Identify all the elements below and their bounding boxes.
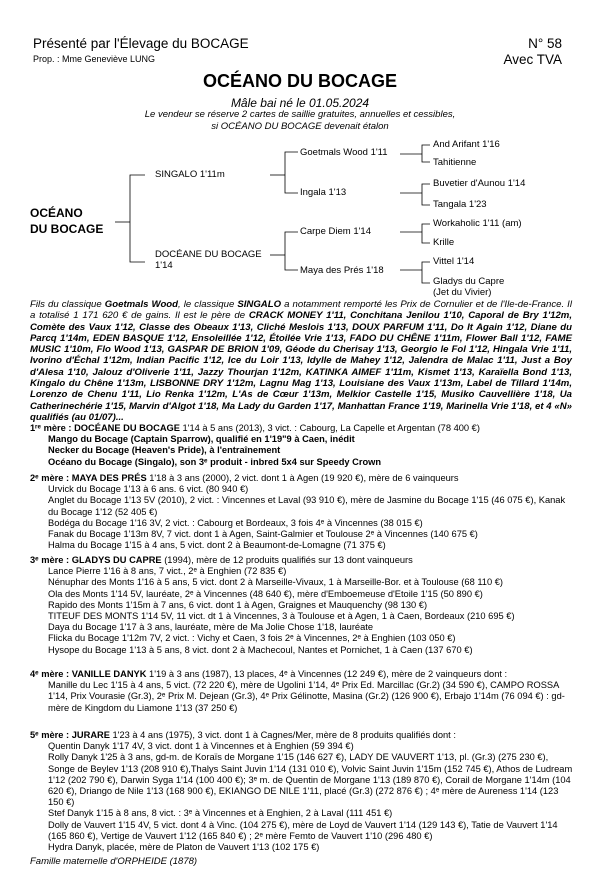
section2-heading: 2ᵉ mère : MAYA DES PRÉS <box>30 473 147 483</box>
section1-text: 1'14 à 5 ans (2013), 3 vict. : Cabourg, La Capelle et Argentan (78 400 €) <box>179 423 480 433</box>
sire-paragraph <box>30 299 572 423</box>
section3-line: Daya du Bocage 1'17 à 3 ans, lauréate, mère de Ma Jolie Chose 1'18, lauréate <box>48 622 374 633</box>
section1-line: Necker du Bocage (Heaven's Pride), à l'entraînement <box>48 445 281 456</box>
great-grandparent-2: Tahitienne <box>433 157 477 168</box>
intro-first-offspring: CRACK MONEY <box>248 310 323 322</box>
ggp8-line1: Gladys du Capre <box>433 276 505 287</box>
presenter: Présenté par l'Élevage du BOCAGE <box>33 36 249 51</box>
section4-text: 1'19 à 3 ans (1987), 13 places, 4ᵉ à Vincennes (12 249 €), mère de 2 vainqueurs dont : <box>146 669 508 679</box>
horse-name-line1: OCÉANO <box>30 206 83 220</box>
section5-line: Dolly de Vauvert 1'15 4V, 5 vict. dont 4 à Vinc. (104 275 €), mère de Loyd de Vauvert 1'14 (129 143 €), Tatie de Vauvert 1'14 (165 860 €), Vertige de Vauvert 1'12 (165 840 €) ; 2ᵉ mère Femto de Vauvert 1'10 (296 480 €) <box>48 819 558 841</box>
section1-heading: 1ʳᵉ mère : DOCÉANE DU BOCAGE <box>30 423 180 433</box>
dam-section-2 <box>30 473 575 551</box>
section3-text: (1994), mère de 12 produits qualifiés sur 13 dont vainqueurs <box>161 555 413 565</box>
section5-line: Rolly Danyk 1'25 à 3 ans, gd-m. de Koraïs de Morgane 1'15 (146 627 €), LADY DE VAUVERT 1'13, pl. (Gr.3) (275 230 €), Songe de Beylev 1'13 (208 910 €),Thalys Saint Juvin 1'14 (131 010 €), Volvic Saint Juvin 1'15m (152 745 €), Athos de Ludream 1'12 (202 790 €), Darwin Syga 1'14 (100 400 €); 3ᵉ m. de Quentin de Morgane 1'13 (189 870 €), Corail de Morgane 1'14m (104 620 €), Driango de Nile 1'13 (168 900 €), EKIANGO DE NILE 1'11, placé (Gr.3) (272 876 €) ; 4ᵉ mère de Aureness 1'14 (123 150 €) <box>48 752 573 808</box>
section1-line: Océano du Bocage (Singalo), son 3ᵉ produit - inbred 5x4 sur Speedy Crown <box>48 456 382 467</box>
page-title: OCÉANO DU BOCAGE <box>202 71 397 91</box>
section3-line: Flicka du Bocage 1'12m 7V, 2 vict. : Vichy et Caen, 3 fois 2ᵉ à Vincennes, 2ᵉ à Enghien (103 050 €) <box>48 633 456 644</box>
stud-note-line2: si OCÉANO DU BOCAGE devenait étalon <box>211 121 389 132</box>
dam-section-1 <box>30 423 575 468</box>
section3-line: TITEUF DES MONTS 1'14 5V, 11 vict. dt 1 à Vincennes, 3 à Toulouse et à Agen, 1 à Caen, Bordeaux (210 695 €) <box>48 611 515 622</box>
section3-heading: 3ᵉ mère : GLADYS DU CAPRE <box>30 555 162 565</box>
vat-label: Avec TVA <box>503 52 562 67</box>
intro-text-2: , le classique <box>178 299 238 310</box>
section5-text: 1'23 à 4 ans (1975), 3 vict. dont 1 à Cagnes/Mer, mère de 8 produits qualifiés dont : <box>109 730 456 740</box>
section5-line: Hydra Danyk, placée, mère de Platon de Vauvert 1'13 (102 175 €) <box>48 842 320 853</box>
great-grandparent-4: Tangala 1'23 <box>433 199 487 210</box>
section5-heading: 5ᵉ mère : JURARE <box>30 730 110 740</box>
section5-line: Quentin Danyk 1'17 4V, 3 vict. dont 1 à Vincennes et à Enghien (59 394 €) <box>48 741 354 752</box>
section2-line: Fanak du Bocage 1'13m 8V, 7 vict. dont 1 à Agen, Saint-Galmier et Toulouse 2ᵉ à Vincennes (140 675 €) <box>48 529 478 540</box>
great-grandparent-7: Vittel 1'14 <box>433 256 475 267</box>
section3-line: Nénuphar des Monts 1'16 à 5 ans, 5 vict. dont 2 à Marseille-Vivaux, 1 à Marseille-Bor. et à Toulouse (68 110 €) <box>48 577 503 588</box>
section4-line: Manille du Lec 1'15 à 4 ans, 5 vict. (72 220 €), mère de Ugolini 1'14, 4ᵉ Prix Ed. Marcillac (Gr.2) (34 590 €), CAMPO ROSSA 1'14, Prix Vourasie (Gr.3), 2ᵉ Prix M. Dejean (Gr.3), 4ᵉ Prix Gélinotte, Masina (Gr.2) (126 900 €), Erbajo 1'14m (76 094 €) : gd-mère de Kingdom du Liamone 1'13 (37 250 €) <box>48 680 565 713</box>
section1-line: Mango du Bocage (Captain Sparrow), qualifié en 1'19"9 à Caen, inédit <box>48 434 355 445</box>
dam <box>155 249 262 271</box>
dam-section-4 <box>30 669 575 714</box>
granddam-2: Maya des Prés 1'18 <box>300 265 384 276</box>
section2-text: 1'18 à 3 ans (2000), 2 vict. dont 1 à Agen (19 920 €), mère de 6 vainqueurs <box>146 473 459 483</box>
section3-line: Lance Pierre 1'16 à 8 ans, 7 vict., 2ᵉ à Enghien (72 835 €) <box>48 566 287 577</box>
intro-text-1: Fils du classique <box>30 299 105 310</box>
great-grandparent-1: And Arifant 1'16 <box>433 139 500 150</box>
section3-line: Ola des Monts 1'14 5V, lauréate, 2ᵉ à Vincennes (48 640 €), mère d'Emboemeuse d'Etoile 1'15 (50 890 €) <box>48 588 483 599</box>
section2-line: Halma du Bocage 1'15 à 4 ans, 5 vict. dont 2 à Beaumont-de-Lomagne (71 375 €) <box>48 540 386 551</box>
ggp8-line2: (Jet du Vivier) <box>433 287 492 298</box>
stud-note-line1: Le vendeur se réserve 2 cartes de saillie gratuites, annuelles et cessibles, <box>144 109 456 120</box>
lot-number: N° 58 <box>528 36 562 51</box>
great-grandparent-3: Buvetier d'Aunou 1'14 <box>433 178 526 189</box>
dam-line1: DOCÉANE DU BOCAGE <box>155 249 262 260</box>
owner: Prop. : Mme Geneviève LUNG <box>33 54 156 64</box>
dam-section-3 <box>30 555 575 656</box>
section2-line: Bodéga du Bocage 1'16 3V, 2 vict. : Cabourg et Bordeaux, 3 fois 4ᵉ à Vincennes (38 015 €) <box>48 517 423 528</box>
section2-line: Urvick du Bocage 1'13 à 6 ans. 6 vict. (80 940 €) <box>48 484 249 495</box>
dam-section-5 <box>30 730 575 853</box>
intro-singalo: SINGALO <box>237 299 282 310</box>
horse-subtitle: Mâle bai né le 01.05.2024 <box>230 96 370 110</box>
great-grandparent-8 <box>433 276 504 298</box>
intro-text-3: a notamment remporté les Prix de Cornulier et de l'Ile-de-France. Il a totalisé 1 171 620 € de gains. Il est le père de <box>30 299 572 322</box>
great-grandparent-5: Workaholic 1'11 (am) <box>433 218 522 229</box>
intro-goetmals: Goetmals Wood <box>104 299 179 310</box>
grandsire-1: Goetmals Wood 1'11 <box>300 147 388 158</box>
granddam-1: Ingala 1'13 <box>300 187 347 198</box>
section3-line: Rapido des Monts 1'15m à 7 ans, 6 vict. dont 1 à Agen, Graignes et Mauquenchy (98 130 €) <box>48 599 428 610</box>
great-grandparent-6: Krille <box>433 237 455 248</box>
sire: SINGALO 1'11m <box>155 169 225 180</box>
dam-line2: 1'14 <box>155 260 173 271</box>
horse-name-line2: DU BOCAGE <box>30 222 104 236</box>
grandsire-2: Carpe Diem 1'14 <box>300 226 371 237</box>
maternal-family: Famille maternelle d'ORPHEIDE (1878) <box>30 856 198 867</box>
section5-line: Stef Danyk 1'15 à 8 ans, 8 vict. : 3ᵉ à Vincennes et à Enghien, 2 à Laval (111 451 €) <box>48 808 393 819</box>
section4-heading: 4ᵉ mère : VANILLE DANYK <box>30 669 147 679</box>
section2-line: Anglet du Bocage 1'13 5V (2010), 2 vict. : Vincennes et Laval (93 910 €), mère de Jasmine du Bocage 1'15 (46 075 €), Kanak du Bocage 1'12 (52 405 €) <box>48 495 566 517</box>
pedigree-horse-name <box>30 205 103 237</box>
intro-offspring-list: 1'11, Conchitana Jenilou 1'10, Caporal de Bry 1'12m, Comète des Vaux 1'12, Classe des Obeaux 1'13, Cliché Meslois 1'13, DOUX PARFUM 1'11, Do It Again 1'12, Diane du Parcq 1'14m, EDEN BASQUE 1'12, Ensoleillée 1'12, Étoilée Vrie 1'13, FADO DU CHÊNE 1'11m, Flower Ball 1'12, FAME MUSIC 1'10m, Flo Wood 1'13, GASPAR DE BRION 1'09, Géode du Cherisay 1'13, Georgio le Fol 1'12, Hingala Vrie 1'11, Ivorino d'Échal 1'12m, Indian Pacific 1'12, Ice du Loir 1'13, Idylle de Mahey 1'12, Jalendra de Malac 1'11, Just a Boy d'Alesa 1'10, Jalouz d'Oliverie 1'11, Jazzy Thourjan 1'12m, KATINKA AIMEF 1'11m, Kismet 1'13, Karaïella Bond 1'13, Kingalo du Chêne 1'13m, LISBONNE DRY 1'12m, Lagnu Mag 1'13, Louisiane des Vaux 1'13m, Label de Tillard 1'14m, Lorenzo de Chenu 1'11, Lio Renka 1'12m, L'As de Cœur 1'13m, Melkior Castelle 1'15, Musiko Cauvellière 1'18, Ua Catherinechérie 1'15, Marvin d'Algot 1'18, Ma Lady du Garden 1'17, Manhattan France 1'19, Marinella Vrie 1'18, et 4 «N» qualifiés (au 01/07)... <box>30 310 572 423</box>
section3-line: Hysope du Bocage 1'13 à 5 ans, 8 vict. dont 2 à Machecoul, Nantes et Pornichet, 1 à Caen (137 670 €) <box>48 644 473 655</box>
